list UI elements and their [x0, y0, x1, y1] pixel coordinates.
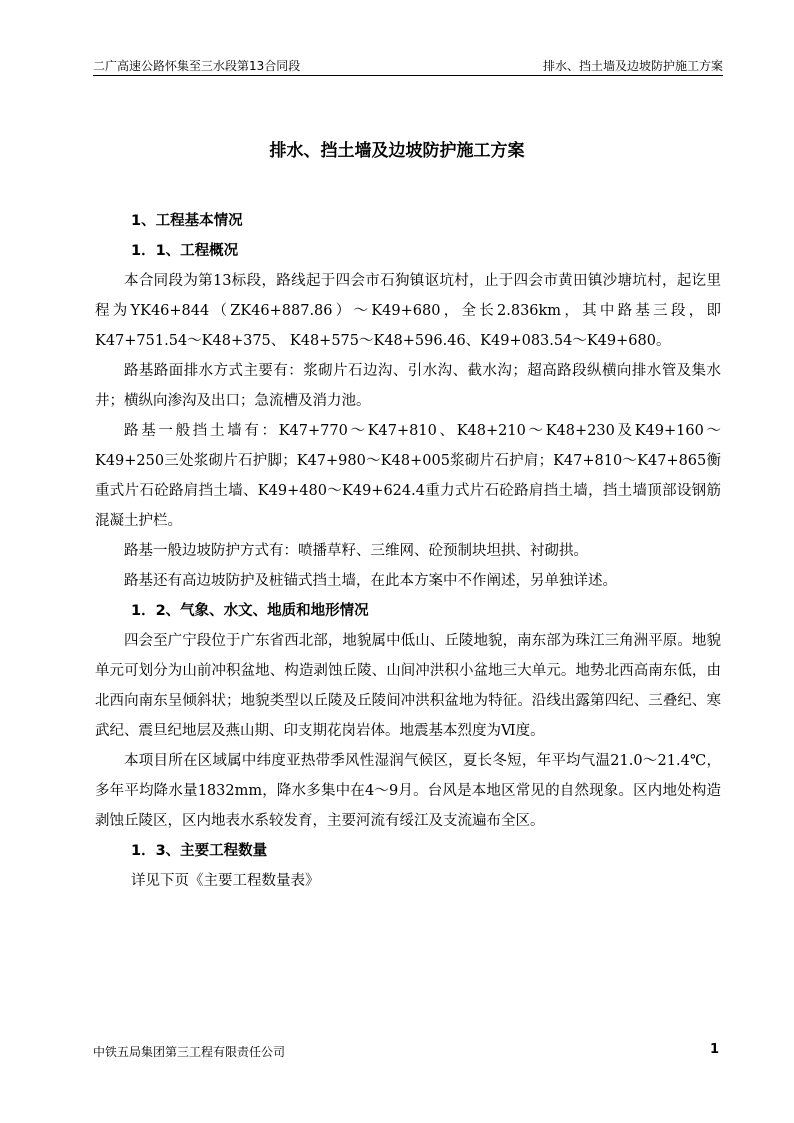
paragraph-drainage: 路基路面排水方式主要有：浆砌片石边沟、引水沟、截水沟；超高路段纵横向排水管及集水井；横纵向渗沟及出口；急流槽及消力池。: [95, 363, 721, 409]
paragraph-retaining-wall: 路基一般挡土墙有：K47+770～K47+810、K48+210～K48+230及K49+160～K49+250三处浆砌片石护脚；K47+980～K48+005浆砌片石护肩；K47+810～K47+865衡重式片石砼路肩挡土墙、K49+480～K49+624.4重力式片石砼路肩挡土墙，挡土墙顶部设钢筋混凝土护栏。: [95, 423, 721, 529]
paragraph-slope-protection: 路基一般边坡防护方式有：喷播草籽、三维网、砼预制块坦拱、衬砌拱。: [124, 543, 588, 559]
paragraph-climate: 本项目所在区域属中纬度亚热带季风性湿润气候区，夏长冬短，年平均气温21.0～21.4℃，多年平均降水量1832mm，降水多集中在4～9月。台风是本地区常见的自然现象。区内地处构造剥蚀丘陵区，区内地表水系较发育，主要河流有绥江及支流遍布全区。: [95, 753, 721, 829]
section-heading-1: 1、工程基本情况: [131, 213, 243, 229]
paragraph-high-slope: 路基还有高边坡防护及桩锚式挡土墙，在此本方案中不作阐述，另单独详述。: [124, 573, 617, 589]
footer-company: 中铁五局集团第三工程有限责任公司: [93, 1045, 286, 1059]
section-heading-1-1: 1．1、工程概况: [131, 243, 239, 259]
section-heading-1-3: 1．3、主要工程数量: [131, 843, 268, 859]
paragraph-geology: 四会至广宁段位于广东省西北部，地貌属中低山、丘陵地貌，南东部为珠江三角洲平原。地貌单元可划分为山前冲积盆地、构造剥蚀丘陵、山间冲洪积小盆地三大单元。地势北西高南东低，由北西向南东呈倾斜状；地貌类型以丘陵及丘陵间冲洪积盆地为特征。沿线出露第四纪、三叠纪、寒武纪、震旦纪地层及燕山期、印支期花岗岩体。地震基本烈度为Ⅵ度。: [95, 633, 721, 739]
page-number: 1: [709, 1042, 719, 1057]
page-header: [93, 55, 723, 76]
document-body: [95, 206, 721, 896]
page-title: 排水、挡土墙及边坡防护施工方案: [269, 141, 525, 161]
header-project-name: 二广高速公路怀集至三水段第13合同段: [93, 59, 301, 73]
header-document-title: 排水、挡土墙及边坡防护施工方案: [542, 59, 723, 73]
paragraph-overview: 本合同段为第13标段，路线起于四会市石狗镇讴坑村，止于四会市黄田镇沙塘坑村，起讫里程为YK46+844（ZK46+887.86）～K49+680，全长2.836km，其中路基三段，即K47+751.54～K48+375、 K48+575～K48+596.46、K49+083.54～K49+680。: [95, 273, 721, 349]
paragraph-quantity-reference: 详见下页《主要工程数量表》: [131, 873, 320, 889]
section-heading-1-2: 1．2、气象、水文、地质和地形情况: [131, 603, 369, 619]
